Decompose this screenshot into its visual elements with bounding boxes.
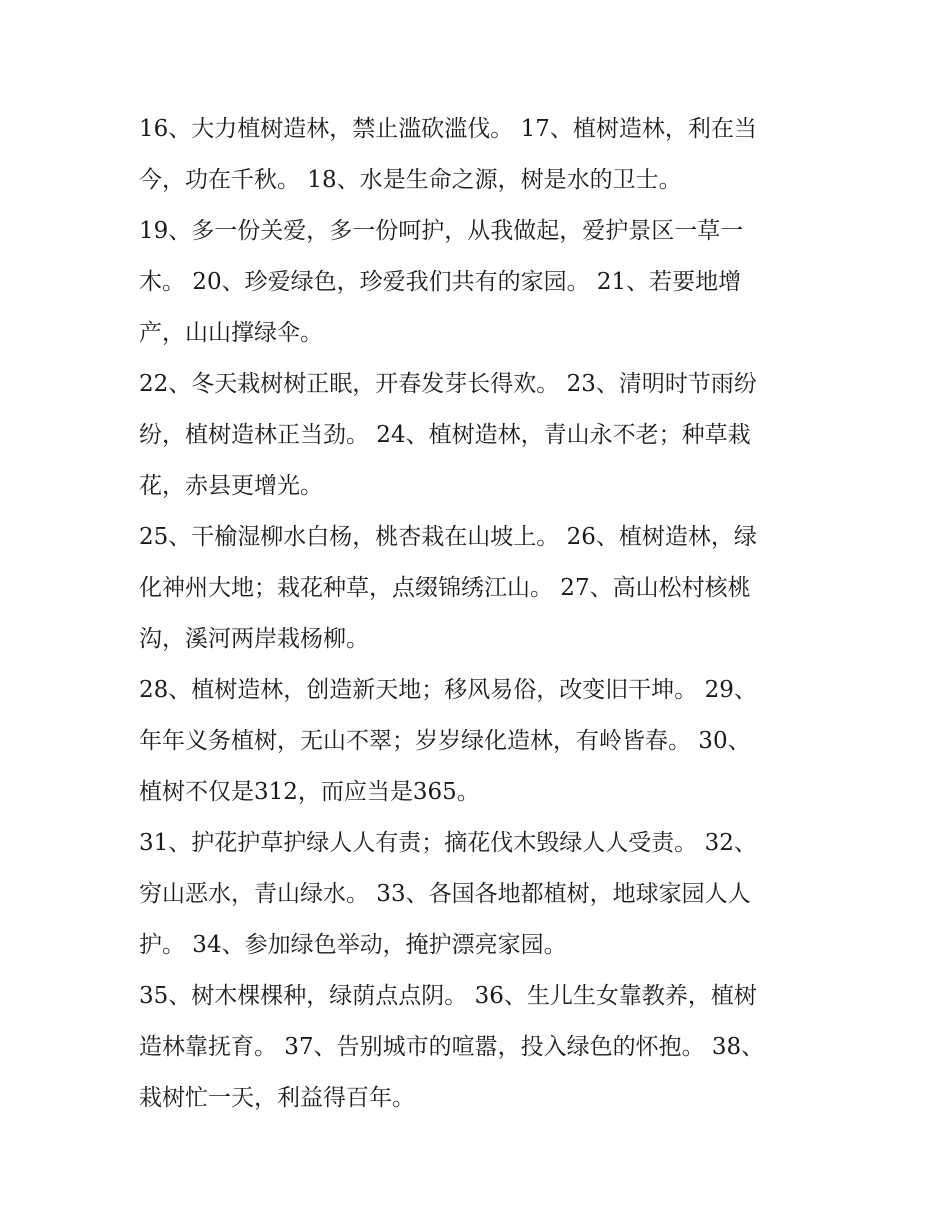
- paragraph-slogans-31-34: [139, 818, 809, 971]
- text-line: 25、干榆湿柳水白杨，桃杏栽在山坡上。 26、植树造林，绿: [139, 524, 757, 550]
- text-line: 穷山恶水，青山绿水。 33、各国各地都植树，地球家园人人: [139, 881, 751, 907]
- paragraph-slogans-22-24: [139, 359, 809, 512]
- text-line: 35、树木棵棵种，绿荫点点阴。 36、生儿生女靠教养，植树: [139, 983, 757, 1009]
- text-line: 栽树忙一天，利益得百年。: [139, 1085, 415, 1111]
- text-line: 31、护花护草护绿人人有责；摘花伐木毁绿人人受责。 32、: [139, 830, 757, 856]
- text-line: 16、大力植树造林，禁止滥砍滥伐。 17、植树造林，利在当: [139, 116, 757, 142]
- paragraph-slogans-28-30: [139, 665, 809, 818]
- paragraph-slogans-25-27: [139, 512, 809, 665]
- text-line: 28、植树造林，创造新天地；移风易俗，改变旧干坤。 29、: [139, 677, 757, 703]
- paragraph-slogans-35-38: [139, 971, 809, 1124]
- text-line: 产，山山撑绿伞。: [139, 320, 323, 346]
- text-line: 沟，溪河两岸栽杨柳。: [139, 626, 369, 652]
- paragraph-slogans-19-21: [139, 206, 809, 359]
- text-line: 纷，植树造林正当劲。 24、植树造林，青山永不老；种草栽: [139, 422, 751, 448]
- text-line: 造林靠抚育。 37、告别城市的喧嚣，投入绿色的怀抱。 38、: [139, 1034, 765, 1060]
- text-line: 年年义务植树，无山不翠；岁岁绿化造林，有岭皆春。 30、: [139, 728, 751, 754]
- document-body: [139, 104, 809, 1124]
- text-line: 植树不仅是312，而应当是365。: [139, 779, 480, 805]
- text-line: 19、多一份关爱，多一份呵护，从我做起，爱护景区一草一: [139, 218, 744, 244]
- text-line: 木。 20、珍爱绿色，珍爱我们共有的家园。 21、若要地增: [139, 269, 742, 295]
- paragraph-slogans-16-18: [139, 104, 809, 206]
- text-line: 今，功在千秋。 18、水是生命之源，树是水的卫士。: [139, 167, 682, 193]
- text-line: 化神州大地；栽花种草，点缀锦绣江山。 27、高山松村核桃: [139, 575, 751, 601]
- text-line: 花，赤县更增光。: [139, 473, 323, 499]
- text-line: 22、冬天栽树树正眠，开春发芽长得欢。 23、清明时节雨纷: [139, 371, 757, 397]
- text-line: 护。 34、参加绿色举动，掩护漂亮家园。: [139, 932, 567, 958]
